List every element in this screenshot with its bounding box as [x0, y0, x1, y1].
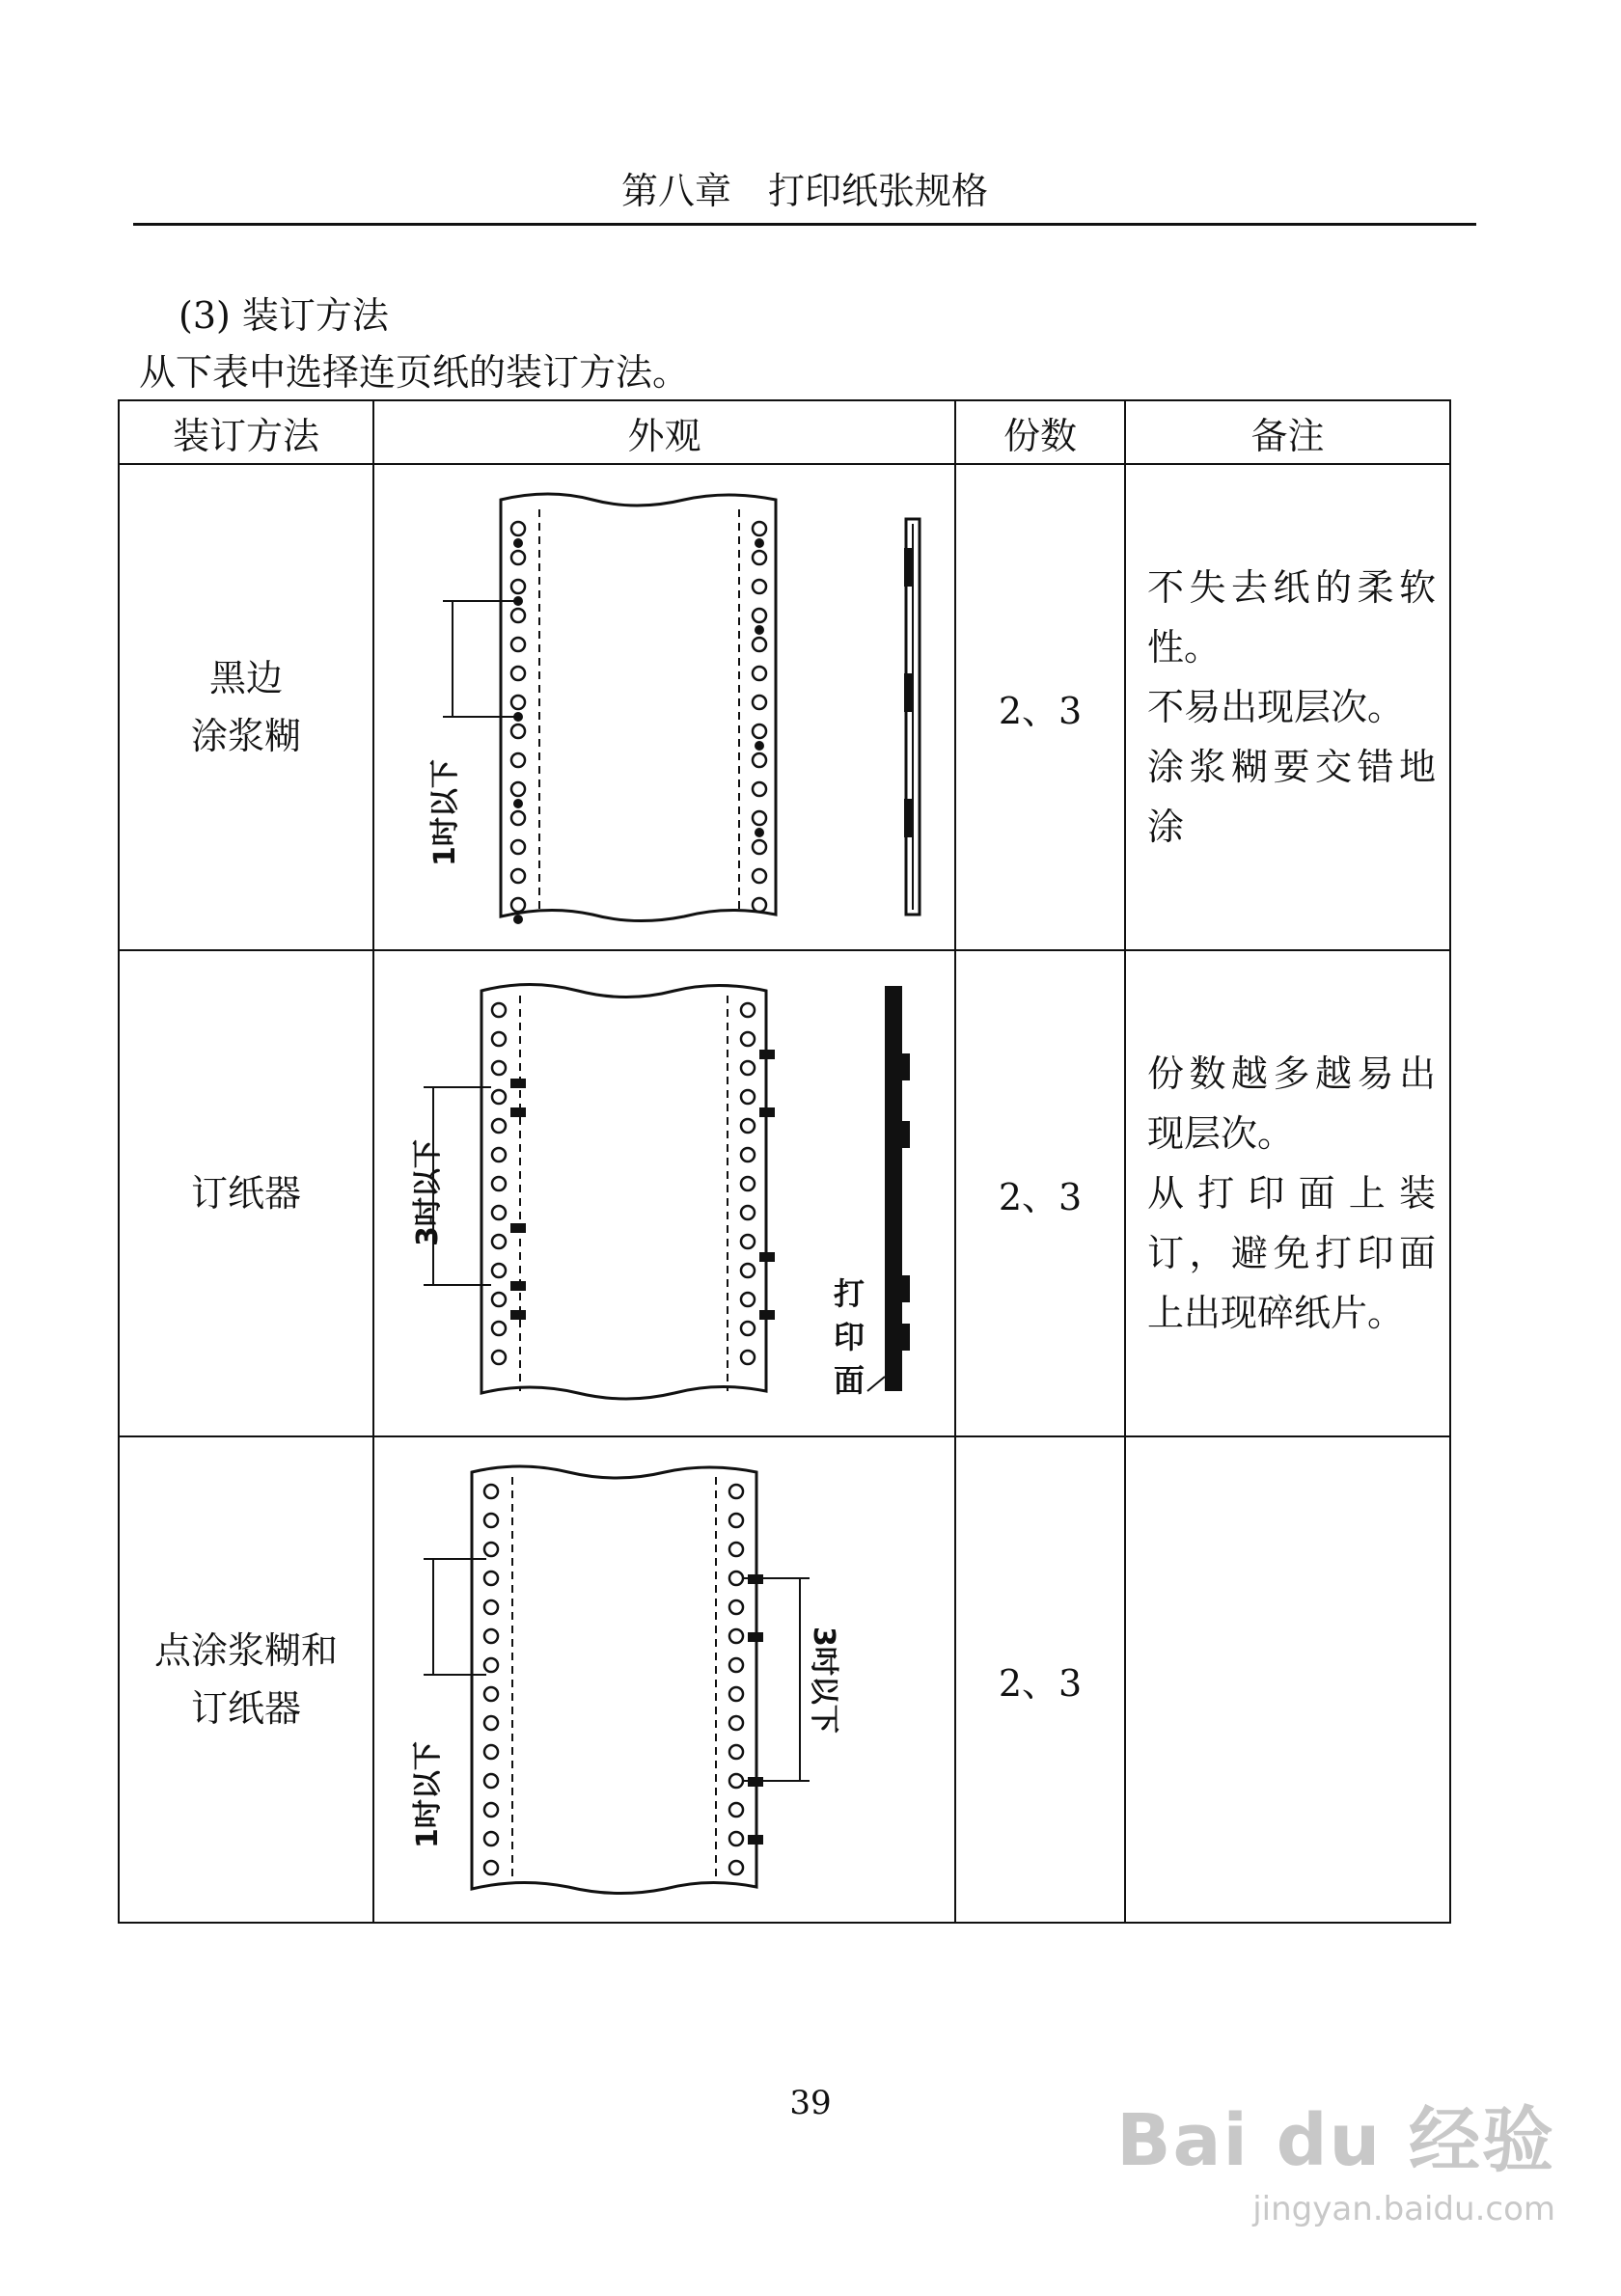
col-header-appearance: 外观 — [373, 400, 955, 464]
copies-cell: 2、3 — [955, 950, 1125, 1436]
appearance-cell — [373, 464, 955, 950]
figure-label: 3吋以下 — [806, 1626, 840, 1734]
watermark — [1116, 2084, 1555, 2228]
note-text: 从打印面上装订，避免打印面上出现碎纸片。 — [1147, 1172, 1436, 1334]
note-text: 不易出现层次。 — [1147, 686, 1405, 728]
page-number: 39 — [789, 2084, 832, 2122]
chapter-title: 第八章 打印纸张规格 — [620, 170, 988, 212]
black-edge-glue-figure — [395, 480, 935, 934]
figure-label: 1吋以下 — [427, 759, 462, 866]
glue-and-stapler-figure — [395, 1453, 935, 1906]
notes-cell — [1125, 1436, 1450, 1923]
note-text: 不失去纸的柔软性。 — [1147, 566, 1436, 669]
figure-label: 1吋以下 — [410, 1741, 445, 1848]
method-text: 涂浆糊 — [190, 715, 301, 757]
table-row — [119, 464, 1450, 950]
appearance-cell — [373, 950, 955, 1436]
method-cell — [119, 950, 373, 1436]
section-intro: 从下表中选择连页纸的装订方法。 — [139, 351, 690, 394]
method-text: 点涂浆糊和 — [153, 1629, 338, 1672]
table-header-row — [119, 400, 1450, 464]
method-text: 订纸器 — [190, 1687, 301, 1730]
method-text: 黑边 — [208, 657, 283, 699]
watermark-logo: Bai du 经验 — [1116, 2099, 1555, 2182]
table-row — [119, 950, 1450, 1436]
note-text: 涂浆糊要交错地涂 — [1147, 746, 1436, 848]
stapler-figure — [395, 967, 935, 1420]
notes-cell — [1125, 464, 1450, 950]
note-text: 份数越多越易出现层次。 — [1147, 1052, 1436, 1155]
figure-label: 印 — [833, 1319, 865, 1355]
table-row — [119, 1436, 1450, 1923]
section-heading: (3) 装订方法 — [179, 294, 389, 337]
copies-cell: 2、3 — [955, 464, 1125, 950]
copies-cell: 2、3 — [955, 1436, 1125, 1923]
notes-cell — [1125, 950, 1450, 1436]
col-header-method: 装订方法 — [119, 400, 373, 464]
binding-methods-table — [118, 399, 1451, 1924]
method-text: 订纸器 — [190, 1172, 301, 1215]
figure-label: 3吋以下 — [410, 1139, 445, 1246]
col-header-copies: 份数 — [955, 400, 1125, 464]
figure-label: 打 — [833, 1275, 865, 1312]
method-cell — [119, 464, 373, 950]
figure-label: 面 — [833, 1362, 865, 1399]
watermark-url: jingyan.baidu.com — [1252, 2190, 1555, 2228]
col-header-notes: 备注 — [1125, 400, 1450, 464]
method-cell — [119, 1436, 373, 1923]
appearance-cell — [373, 1436, 955, 1923]
chapter-header — [133, 159, 1476, 226]
